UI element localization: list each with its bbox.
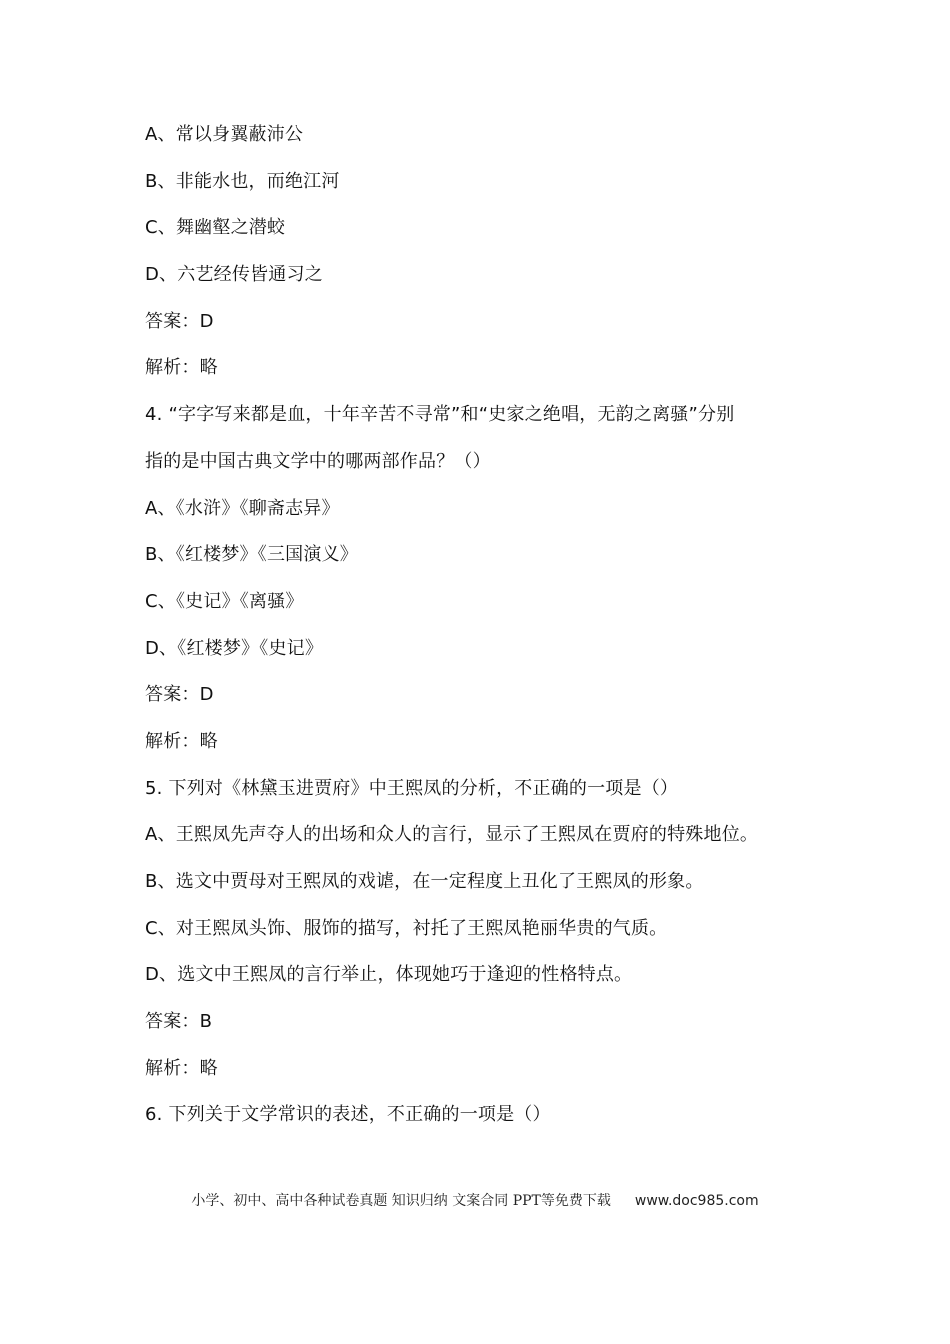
analysis-q5: 解析：略	[145, 1057, 218, 1079]
option-a-q4: A、《水浒》《聊斋志异》	[145, 497, 340, 519]
footer-site-link[interactable]: www.doc985.com	[634, 1193, 759, 1209]
footer-text: 小学、初中、高中各种试卷真题 知识归纳 文案合同 PPT等免费下载	[191, 1193, 611, 1209]
answer-q3: 答案：D	[145, 310, 214, 332]
answer-q4: 答案：D	[145, 684, 214, 706]
question-6: 6. 下列关于文学常识的表述，不正确的一项是（）	[145, 1104, 551, 1126]
analysis-q3: 解析：略	[145, 357, 218, 379]
option-c-q5: C、对王熙凤头饰、服饰的描写，衬托了王熙凤艳丽华贵的气质。	[145, 917, 668, 939]
question-4-line-1: 4. “字字写来都是血，十年辛苦不寻常”和“史家之绝唱，无韵之离骚”分别	[145, 404, 735, 426]
option-b-q4: B、《红楼梦》《三国演义》	[145, 544, 358, 566]
option-d-q3: D、六艺经传皆通习之	[145, 264, 323, 286]
option-a-q3: A、常以身翼蔽沛公	[145, 124, 304, 145]
option-b-q5: B、选文中贾母对王熙凤的戏谑，在一定程度上丑化了王熙凤的形象。	[145, 871, 704, 892]
document-body	[145, 112, 835, 1139]
option-d-q4: D、《红楼梦》《史记》	[145, 637, 324, 659]
analysis-q4: 解析：略	[145, 730, 218, 752]
page-footer	[0, 1190, 950, 1210]
option-d-q5: D、选文中王熙凤的言行举止，体现她巧于逢迎的性格特点。	[145, 964, 633, 986]
option-c-q4: C、《史记》《离骚》	[145, 590, 304, 612]
answer-q5: 答案：B	[145, 1011, 213, 1033]
option-b-q3: B、非能水也，而绝江河	[145, 170, 340, 192]
option-c-q3: C、舞幽壑之潜蛟	[145, 217, 286, 239]
option-a-q5: A、王熙凤先声夺人的出场和众人的言行，显示了王熙凤在贾府的特殊地位。	[145, 824, 759, 846]
question-5: 5. 下列对《林黛玉进贾府》中王熙凤的分析，不正确的一项是（）	[145, 777, 679, 799]
question-4-line-2: 指的是中国古典文学中的哪两部作品？（）	[145, 450, 491, 472]
